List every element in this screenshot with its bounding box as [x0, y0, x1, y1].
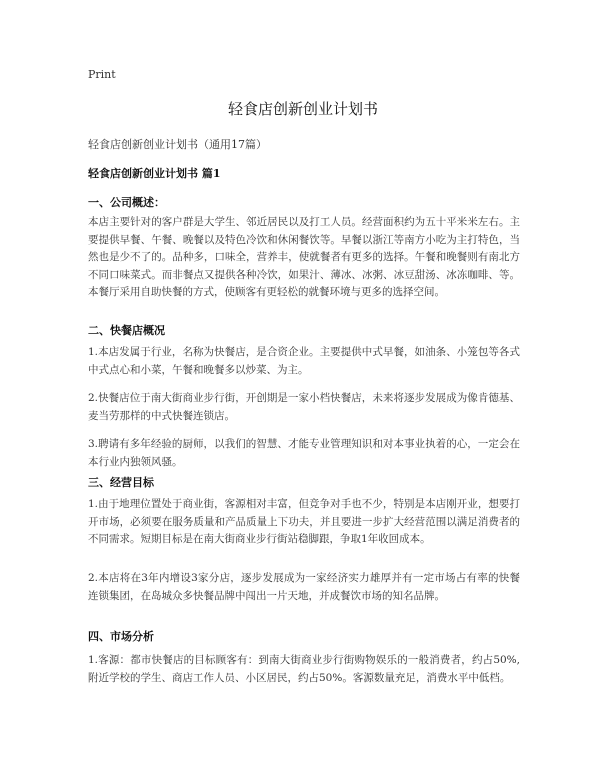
section-paragraph: 2.快餐店位于南大街商业步行街，开创期是一家小档快餐店，未来将逐步发展成为像肯德基、麦当劳那样的中式快餐连锁店。	[88, 392, 520, 422]
section-paragraph: 3.聘请有多年经验的厨师，以我们的智慧、才能专业管理知识和对本事业执着的心，一定会在本行业内独领风骚。	[88, 438, 520, 468]
article-heading: 轻食店创新创业计划书 篇1	[88, 167, 221, 180]
section-paragraph: 本店主要针对的客户群是大学生、邻近居民以及打工人员。经营面积约为五十平米米左右。主要提供早餐、午餐、晚餐以及特色冷饮和休闲餐饮等。早餐以浙江等南方小吃为主打特色，当然也是少不了的。品种多，口味全，营养丰，使就餐者有更多的选择。午餐和晚餐则有南北方不同口味菜式。而非餐点又提供各种冷饮，如果汁、薄冰、冰粥、冰豆甜汤、冰冻咖啡、等。本餐厅采用自助快餐的方式，使顾客有更轻松的就餐环境与更多的选择空间。	[88, 216, 520, 298]
section-heading-goals: 三、经营目标	[88, 476, 154, 489]
section-paragraph: 2.本店将在3年内增设3家分店，逐步发展成为一家经济实力雄厚并有一定市场占有率的快餐连锁集团，在岛城众多快餐品牌中闯出一片天地，并成餐饮市场的知名品牌。	[88, 572, 520, 602]
section-heading-overview: 一、公司概述：	[88, 196, 165, 209]
section-paragraph: 1.本店发属于行业，名称为快餐店，是合资企业。主要提供中式早餐，如油条、小笼包等各式中式点心和小菜，午餐和晚餐多以炒菜、为主。	[88, 346, 520, 376]
section-paragraph: 1.由于地理位置处于商业街，客源相对丰富，但竞争对手也不少，特别是本店刚开业，想要打开市场，必须要在服务质量和产品质量上下功夫，并且要进一步扩大经营范围以满足消费者的不同需求。短期目标是在南大街商业步行街站稳脚跟，争取1年收回成本。	[88, 498, 520, 545]
section-heading-profile: 二、快餐店概况	[88, 324, 165, 337]
page-title: 轻食店创新创业计划书	[227, 100, 378, 118]
document-subtitle: 轻食店创新创业计划书（通用17篇）	[88, 138, 267, 151]
section-paragraph: 1.客源：都市快餐店的目标顾客有：到南大街商业步行街购物娱乐的一般消费者，约占50%,附近学校的学生、商店工作人员、小区居民，约占50%。客源数量充足，消费水平中低档。	[88, 654, 520, 684]
section-heading-market: 四、市场分析	[88, 630, 154, 643]
print-link[interactable]: Print	[88, 68, 116, 81]
